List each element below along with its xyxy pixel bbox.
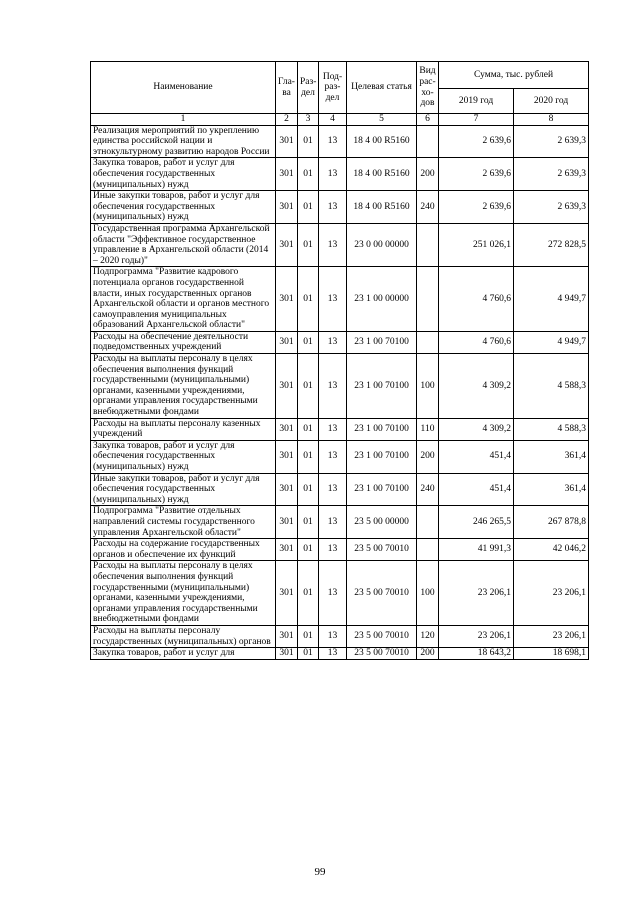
row-amount-2020-cell: 42 046,2 [514, 539, 589, 561]
row-chapter-cell: 301 [276, 223, 298, 266]
row-name-cell: Расходы на содержание государственных органов и обеспечение их функций [91, 539, 276, 561]
row-amount-2019-cell: 451,4 [439, 473, 514, 506]
row-name-cell: Закупка товаров, работ и услуг для обеспечения государственных (муниципальных) нужд [91, 158, 276, 191]
table-row [91, 473, 589, 506]
row-expense-type-cell: 240 [417, 473, 439, 506]
row-amount-2020-cell: 361,4 [514, 440, 589, 473]
row-name-cell: Расходы на выплаты персоналу в целях обеспечения выполнения функций государственными (муниципальными) органами, казенными учреждениями, органами управления государственными внебюджетными фондами [91, 354, 276, 419]
row-chapter-cell: 301 [276, 539, 298, 561]
row-expense-type-cell: 240 [417, 191, 439, 224]
row-subsection-cell: 13 [319, 561, 347, 626]
row-subsection-cell: 13 [319, 440, 347, 473]
row-name-cell: Реализация мероприятий по укреплению единства российской нации и этнокультурному развитию народов России [91, 125, 276, 158]
column-index: 7 [439, 114, 514, 126]
row-section-cell: 01 [298, 267, 319, 332]
header-chapter: Гла-ва [276, 62, 298, 114]
column-index-row [91, 114, 589, 126]
header-expense-type: Вид рас-хо-дов [417, 62, 439, 114]
row-target-cell: 23 5 00 70010 [347, 539, 417, 561]
header-year-2020: 2020 год [514, 89, 589, 114]
column-index: 8 [514, 114, 589, 126]
row-subsection-cell: 13 [319, 625, 347, 647]
row-chapter-cell: 301 [276, 158, 298, 191]
row-expense-type-cell [417, 331, 439, 353]
table-row [91, 539, 589, 561]
table-row [91, 331, 589, 353]
row-subsection-cell: 13 [319, 473, 347, 506]
row-target-cell: 23 5 00 70010 [347, 648, 417, 660]
row-name-cell: Расходы на выплаты персоналу в целях обеспечения выполнения функций государственными (муниципальными) органами, казенными учреждениями, органами управления государственными внебюджетными фондами [91, 561, 276, 626]
row-name-cell: Закупка товаров, работ и услуг для обеспечения государственных (муниципальных) нужд [91, 440, 276, 473]
row-target-cell: 18 4 00 R5160 [347, 158, 417, 191]
table-row [91, 125, 589, 158]
header-name: Наименование [91, 62, 276, 114]
row-chapter-cell: 301 [276, 473, 298, 506]
column-index: 3 [298, 114, 319, 126]
row-section-cell: 01 [298, 418, 319, 440]
row-subsection-cell: 13 [319, 267, 347, 332]
row-name-cell: Расходы на обеспечение деятельности подведомственных учреждений [91, 331, 276, 353]
row-amount-2019-cell: 4 760,6 [439, 331, 514, 353]
column-index: 1 [91, 114, 276, 126]
row-subsection-cell: 13 [319, 506, 347, 539]
row-amount-2020-cell: 4 949,7 [514, 331, 589, 353]
row-target-cell: 23 5 00 70010 [347, 625, 417, 647]
table-row [91, 418, 589, 440]
row-target-cell: 23 1 00 70100 [347, 440, 417, 473]
row-section-cell: 01 [298, 473, 319, 506]
table-row [91, 354, 589, 419]
row-subsection-cell: 13 [319, 331, 347, 353]
row-amount-2019-cell: 246 265,5 [439, 506, 514, 539]
row-target-cell: 23 1 00 70100 [347, 418, 417, 440]
row-expense-type-cell: 200 [417, 648, 439, 660]
row-amount-2019-cell: 451,4 [439, 440, 514, 473]
table-row [91, 191, 589, 224]
row-target-cell: 23 1 00 70100 [347, 354, 417, 419]
row-section-cell: 01 [298, 223, 319, 266]
table-row [91, 267, 589, 332]
row-amount-2019-cell: 4 760,6 [439, 267, 514, 332]
table-row [91, 506, 589, 539]
row-chapter-cell: 301 [276, 561, 298, 626]
row-target-cell: 23 0 00 00000 [347, 223, 417, 266]
row-amount-2020-cell: 267 878,8 [514, 506, 589, 539]
row-amount-2019-cell: 2 639,6 [439, 125, 514, 158]
row-expense-type-cell: 110 [417, 418, 439, 440]
row-expense-type-cell: 200 [417, 158, 439, 191]
row-target-cell: 23 1 00 70100 [347, 473, 417, 506]
row-subsection-cell: 13 [319, 354, 347, 419]
row-section-cell: 01 [298, 539, 319, 561]
row-subsection-cell: 13 [319, 648, 347, 660]
row-section-cell: 01 [298, 506, 319, 539]
row-name-cell: Иные закупки товаров, работ и услуг для обеспечения государственных (муниципальных) нужд [91, 473, 276, 506]
row-section-cell: 01 [298, 561, 319, 626]
table-row [91, 561, 589, 626]
row-amount-2020-cell: 272 828,5 [514, 223, 589, 266]
row-expense-type-cell: 100 [417, 561, 439, 626]
row-target-cell: 18 4 00 R5160 [347, 125, 417, 158]
row-target-cell: 23 5 00 00000 [347, 506, 417, 539]
row-chapter-cell: 301 [276, 625, 298, 647]
row-chapter-cell: 301 [276, 331, 298, 353]
row-name-cell: Закупка товаров, работ и услуг для [91, 648, 276, 660]
table-row [91, 223, 589, 266]
row-expense-type-cell [417, 223, 439, 266]
row-subsection-cell: 13 [319, 125, 347, 158]
row-expense-type-cell: 200 [417, 440, 439, 473]
row-section-cell: 01 [298, 191, 319, 224]
row-name-cell: Подпрограмма "Развитие отдельных направлений системы государственного управления Архангельской области" [91, 506, 276, 539]
row-amount-2019-cell: 251 026,1 [439, 223, 514, 266]
row-chapter-cell: 301 [276, 506, 298, 539]
row-chapter-cell: 301 [276, 354, 298, 419]
row-subsection-cell: 13 [319, 418, 347, 440]
row-amount-2020-cell: 23 206,1 [514, 561, 589, 626]
row-amount-2019-cell: 18 643,2 [439, 648, 514, 660]
row-name-cell: Расходы на выплаты персоналу государственных (муниципальных) органов [91, 625, 276, 647]
row-name-cell: Расходы на выплаты персоналу казенных учреждений [91, 418, 276, 440]
row-amount-2019-cell: 23 206,1 [439, 561, 514, 626]
table-body [91, 125, 589, 659]
row-chapter-cell: 301 [276, 648, 298, 660]
row-expense-type-cell [417, 506, 439, 539]
row-subsection-cell: 13 [319, 191, 347, 224]
row-name-cell: Подпрограмма "Развитие кадрового потенциала органов государственной власти, иных государственных органов Архангельской области и органов местного самоуправления муниципальных образований Архангельской области" [91, 267, 276, 332]
row-amount-2020-cell: 23 206,1 [514, 625, 589, 647]
row-target-cell: 23 5 00 70010 [347, 561, 417, 626]
column-index: 2 [276, 114, 298, 126]
row-expense-type-cell [417, 125, 439, 158]
table-row [91, 648, 589, 660]
row-amount-2020-cell: 2 639,3 [514, 158, 589, 191]
row-target-cell: 18 4 00 R5160 [347, 191, 417, 224]
row-expense-type-cell: 100 [417, 354, 439, 419]
row-section-cell: 01 [298, 648, 319, 660]
row-name-cell: Государственная программа Архангельской области "Эффективное государственное управление в Архангельской области (2014 – 2020 годы)" [91, 223, 276, 266]
row-name-cell: Иные закупки товаров, работ и услуг для обеспечения государственных (муниципальных) нужд [91, 191, 276, 224]
row-section-cell: 01 [298, 125, 319, 158]
row-amount-2020-cell: 2 639,3 [514, 125, 589, 158]
row-subsection-cell: 13 [319, 158, 347, 191]
row-target-cell: 23 1 00 00000 [347, 267, 417, 332]
row-amount-2019-cell: 4 309,2 [439, 354, 514, 419]
row-chapter-cell: 301 [276, 418, 298, 440]
row-amount-2020-cell: 4 949,7 [514, 267, 589, 332]
table-row [91, 440, 589, 473]
row-amount-2019-cell: 2 639,6 [439, 191, 514, 224]
page-number: 99 [314, 866, 326, 878]
header-subsection: Под-раз-дел [319, 62, 347, 114]
column-index: 6 [417, 114, 439, 126]
header-row-top [91, 62, 589, 89]
column-index: 4 [319, 114, 347, 126]
row-section-cell: 01 [298, 158, 319, 191]
row-subsection-cell: 13 [319, 539, 347, 561]
row-chapter-cell: 301 [276, 267, 298, 332]
row-section-cell: 01 [298, 440, 319, 473]
row-section-cell: 01 [298, 331, 319, 353]
row-amount-2019-cell: 4 309,2 [439, 418, 514, 440]
header-sum: Сумма, тыс. рублей [439, 62, 589, 89]
table-row [91, 625, 589, 647]
row-subsection-cell: 13 [319, 223, 347, 266]
row-amount-2019-cell: 41 991,3 [439, 539, 514, 561]
row-expense-type-cell: 120 [417, 625, 439, 647]
row-amount-2020-cell: 18 698,1 [514, 648, 589, 660]
row-section-cell: 01 [298, 354, 319, 419]
row-amount-2020-cell: 361,4 [514, 473, 589, 506]
row-chapter-cell: 301 [276, 440, 298, 473]
row-amount-2020-cell: 4 588,3 [514, 418, 589, 440]
table-row [91, 158, 589, 191]
budget-table [90, 61, 589, 660]
row-amount-2020-cell: 4 588,3 [514, 354, 589, 419]
header-year-2019: 2019 год [439, 89, 514, 114]
row-target-cell: 23 1 00 70100 [347, 331, 417, 353]
row-expense-type-cell [417, 267, 439, 332]
row-amount-2020-cell: 2 639,3 [514, 191, 589, 224]
row-section-cell: 01 [298, 625, 319, 647]
row-expense-type-cell [417, 539, 439, 561]
row-chapter-cell: 301 [276, 125, 298, 158]
row-amount-2019-cell: 2 639,6 [439, 158, 514, 191]
header-target: Целевая статья [347, 62, 417, 114]
row-amount-2019-cell: 23 206,1 [439, 625, 514, 647]
row-chapter-cell: 301 [276, 191, 298, 224]
column-index: 5 [347, 114, 417, 126]
header-section: Раз-дел [298, 62, 319, 114]
